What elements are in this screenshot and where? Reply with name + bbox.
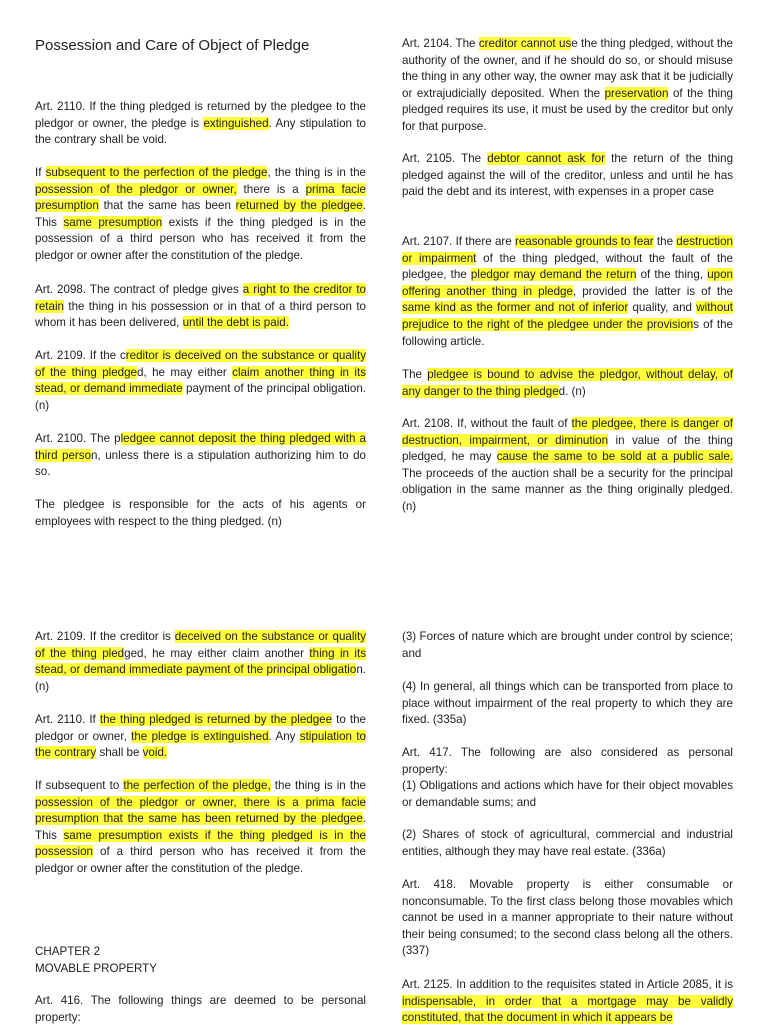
- text-segment: of the thing pledged requires its use, it must be used by the creditor but only for that purpose.: [402, 86, 733, 133]
- paragraph-art-416: [35, 993, 366, 1026]
- highlighted-text: cause the same to be sold at a public sale.: [496, 450, 733, 464]
- text-segment: of the thing,: [636, 268, 708, 282]
- paragraph-presumption-b: [35, 778, 366, 878]
- text-segment: the return of the thing pledged against the will of the creditor, unless and until he has paid the debt and its interest, with expenses in a proper case: [402, 152, 734, 199]
- highlighted-text: deceived on the substance or quality of the thing pled: [35, 630, 367, 660]
- highlighted-text: indispensable, in order that a mortgage may be validly constituted, that the document in which it appears be: [402, 994, 733, 1025]
- highlighted-text: possession of the pledgor or owner, there is a prima facie presumption that the same has been returned by the pledgee: [35, 795, 366, 826]
- text-segment: Art. 417. The following are also considered as personal property:: [402, 746, 733, 776]
- paragraph-art-417: [402, 745, 733, 778]
- text-segment: , the thing is in the: [267, 166, 366, 179]
- highlighted-text: reditor is deceived on the substance or quality of the thing pledge: [35, 349, 366, 379]
- highlighted-text: without prejudice to the right of the pledgee under the provision: [402, 301, 733, 331]
- text-segment: that the same has been: [98, 199, 236, 213]
- text-segment: the thing in his possession or in that of a third person to whom it has been delivered,: [35, 299, 366, 330]
- text-segment: d, he may either: [137, 365, 233, 379]
- text-segment: Art. 2100. The p: [35, 432, 121, 445]
- text-segment: of a third person who has received it from the pledgor or owner after the constitution of the pledge.: [35, 845, 366, 875]
- text-segment: e the thing pledged, without the authority of the owner, and if he should do so, or should misuse the thing in any other way, the owner may ask that it be judicially or extrajudicially deposited. When the: [402, 37, 733, 100]
- text-segment: payment of the principal obligation. (n): [35, 382, 366, 412]
- text-segment: . This: [35, 812, 366, 842]
- text-segment: n. (n): [35, 663, 366, 693]
- text-segment: If subsequent to: [35, 779, 124, 792]
- paragraph-art-2108: [402, 416, 733, 516]
- text-segment: (3) Forces of nature which are brought under control by science; and: [402, 630, 733, 660]
- highlighted-text: the perfection of the pledge,: [123, 779, 271, 792]
- paragraph-transportable: [402, 679, 733, 729]
- text-segment: Art. 2098. The contract of pledge gives: [35, 283, 243, 296]
- highlighted-text: extinguished: [203, 116, 269, 130]
- text-segment: in value of the thing pledged, he may: [402, 433, 733, 464]
- highlighted-text: stipulation to the contrary: [35, 729, 366, 760]
- text-segment: Art. 2104. The: [402, 37, 479, 50]
- paragraph-art-2105: [402, 151, 733, 201]
- text-segment: Art. 2105. The: [402, 152, 488, 165]
- text-segment: CHAPTER 2: [35, 945, 101, 958]
- highlighted-text: possession of the pledgor or owner,: [35, 182, 237, 196]
- highlighted-text: same presumption: [63, 215, 163, 229]
- text-segment: (1) Obligations and actions which have for their object movables or demandable sums; and: [402, 779, 733, 809]
- text-segment: quality, and: [628, 301, 697, 315]
- text-segment: the thing is in the: [270, 779, 366, 792]
- text-segment: , provided the latter is of the: [572, 284, 733, 298]
- highlighted-text: creditor cannot us: [478, 37, 572, 50]
- paragraph-presumption: [35, 165, 366, 265]
- text-segment: . Any: [268, 729, 300, 743]
- text-segment: of the thing pledged, without the fault of the pledgee, the: [402, 251, 733, 282]
- text-segment: Art. 2109. If the c: [35, 349, 126, 362]
- paragraph-art-2110-b: [35, 712, 366, 762]
- highlighted-text: claim another thing in its stead, or demand immediate: [35, 365, 366, 396]
- text-segment: The proceeds of the auction shall be a security for the principal obligation in the same manner as the thing originally pledged. (n): [402, 466, 733, 513]
- text-segment: n, unless there is a stipulation authorizing him to do so.: [35, 448, 366, 479]
- text-segment: Art. 416. The following things are deemed to be personal property:: [35, 994, 366, 1024]
- paragraph-art-2110: [35, 99, 366, 149]
- paragraph-art-2109-b: [35, 629, 366, 695]
- text-segment: ged, he may either claim another: [124, 646, 310, 660]
- highlighted-text: a right to the creditor to retain: [35, 283, 366, 313]
- text-segment: d. (n): [558, 384, 586, 398]
- paragraph-art-2098: [35, 282, 366, 332]
- paragraph-pledgee-responsible: [35, 497, 366, 530]
- text-segment: The pledgee is responsible for the acts of his agents or employees with respect to the thing pledged. (n): [35, 498, 366, 528]
- paragraph-art-2125: [402, 977, 733, 1027]
- highlighted-text: returned by the pledgee: [235, 199, 363, 213]
- highlighted-text: subsequent to the perfection of the pledge: [45, 166, 268, 179]
- text-segment: Art. 2125. In addition to the requisites stated in Article 2085, it is: [402, 978, 733, 991]
- chapter-heading: [35, 944, 366, 961]
- paragraph-obligations: [402, 778, 733, 811]
- highlighted-text: void.: [142, 746, 168, 760]
- paragraph-art-2107: [402, 234, 733, 350]
- highlighted-text: same presumption exists if the thing pledged is in the possession: [35, 828, 366, 859]
- highlighted-text: the pledge is extinguished: [131, 729, 269, 743]
- highlighted-text: prima facie presumption: [35, 182, 366, 213]
- highlighted-text: reasonable grounds to fear: [514, 235, 654, 248]
- text-segment: The: [402, 368, 428, 381]
- text-segment: Art. 2110. If: [35, 713, 100, 726]
- text-segment: (4) In general, all things which can be transported from place to place without impairment of the real property to which they are fixed. (335a): [402, 680, 733, 727]
- text-segment: s of the following article.: [402, 317, 733, 348]
- text-segment: If: [35, 166, 46, 179]
- paragraph-shares-of-stock: [402, 827, 733, 860]
- highlighted-text: ledgee cannot deposit the thing pledged with a third perso: [35, 432, 366, 462]
- highlighted-text: the pledgee, there is danger of destruction, impairment, or diminution: [402, 417, 733, 447]
- text-segment: . This: [35, 199, 366, 229]
- highlighted-text: thing in its stead, or demand immediate payment of the principal obligatio: [35, 646, 367, 677]
- highlighted-text: destruction or impairment: [402, 235, 734, 265]
- highlighted-text: debtor cannot ask for: [487, 152, 605, 165]
- paragraph-art-2104: [402, 36, 733, 136]
- text-segment: . Any stipulation to the contrary shall be void.: [35, 116, 366, 147]
- text-segment: to the pledgor or owner,: [35, 713, 367, 743]
- text-segment: Art. 2108. If, without the fault of: [402, 417, 572, 430]
- paragraph-forces-of-nature: [402, 629, 733, 662]
- highlighted-text: until the debt is paid.: [182, 316, 289, 330]
- highlighted-text: preservation: [604, 86, 669, 100]
- highlighted-text: pledgor may demand the return: [470, 268, 637, 282]
- text-segment: Art. 2109. If the creditor is: [35, 630, 175, 643]
- highlighted-text: same kind as the former and not of inferior: [402, 301, 629, 315]
- paragraph-art-2109: [35, 348, 366, 414]
- chapter-title: [35, 961, 366, 978]
- text-segment: Art. 2107. If there are: [402, 235, 515, 248]
- text-segment: (2) Shares of stock of agricultural, commercial and industrial entities, although they may have real estate. (336a): [402, 828, 733, 858]
- paragraph-art-2100: [35, 431, 366, 481]
- text-segment: exists if the thing pledged is in the possession of a third person who has received it from the pledgor or owner after the constitution of the pledge.: [35, 215, 366, 262]
- highlighted-text: pledgee is bound to advise the pledgor, without delay, of any danger to the thing pledge: [402, 368, 734, 398]
- text-segment: the: [653, 235, 677, 248]
- text-segment: there is a: [236, 182, 306, 196]
- paragraph-pledgee-bound: [402, 367, 733, 400]
- text-segment: Art. 2110. If the thing pledged is returned by the pledgee to the pledgor or owner, the pledge is: [35, 100, 366, 130]
- text-segment: Art. 418. Movable property is either consumable or nonconsumable. To the first class belong those movables which cannot be used in a manner appropriate to their nature without their being consumed; to the second class belong all the others. (337): [402, 878, 733, 958]
- text-segment: MOVABLE PROPERTY: [35, 962, 157, 975]
- page-title: Possession and Care of Object of Pledge: [35, 37, 310, 54]
- text-segment: shall be: [96, 746, 143, 760]
- paragraph-art-418: [402, 877, 733, 960]
- highlighted-text: the thing pledged is returned by the pledgee: [99, 713, 333, 726]
- highlighted-text: upon offering another thing in pledge: [402, 268, 734, 298]
